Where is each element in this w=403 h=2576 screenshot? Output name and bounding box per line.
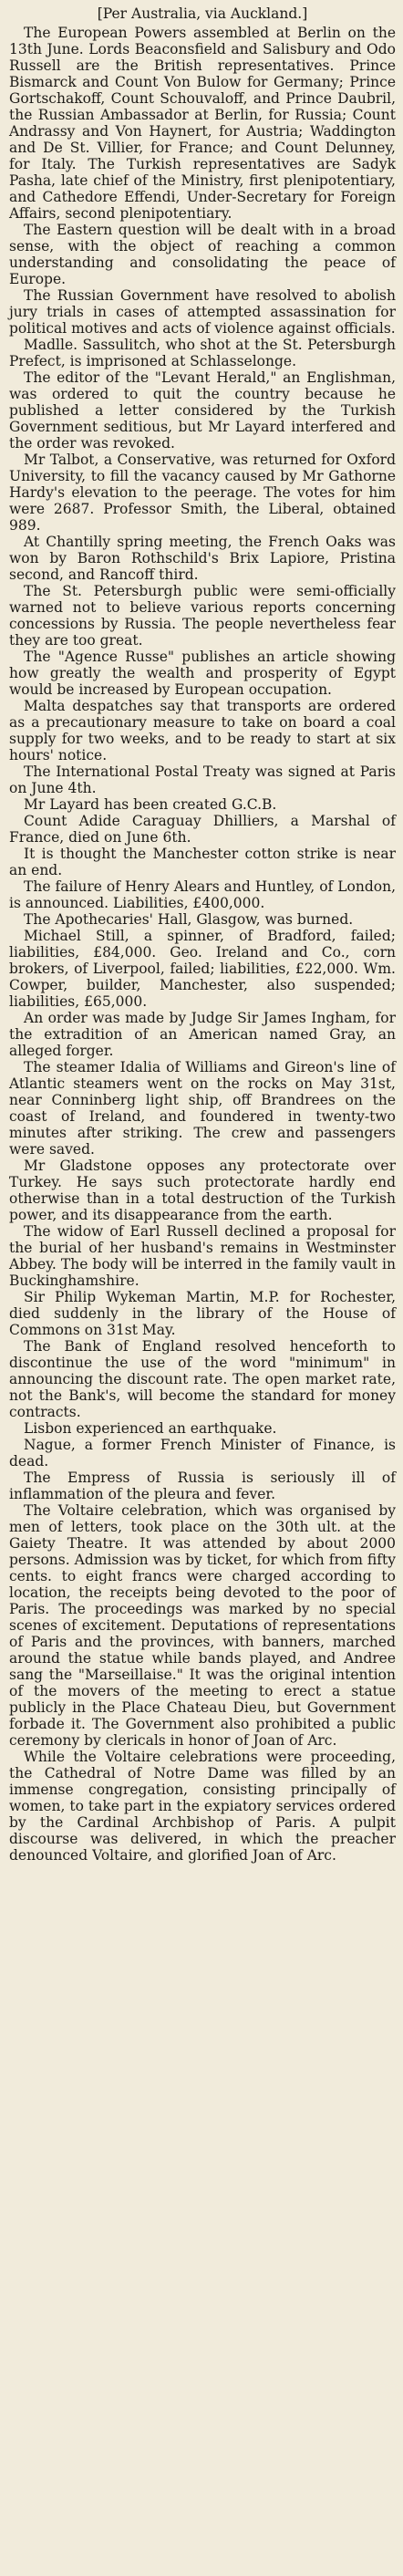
news-paragraph: Malta despatches say that transports are ordered as a precautionary measure to take on board a coal supply for two weeks, and to be ready to start at six hours' notice. — [9, 698, 396, 763]
news-paragraph: The widow of Earl Russell declined a proposal for the burial of her husband's remains in Westminster Abbey. The body will be interred in the family vault in Buckinghamshire. — [9, 1223, 396, 1289]
news-paragraph: The Voltaire celebration, which was organised by men of letters, took place on the 30th ult. at the Gaiety Theatre. It was attended by about 2000 persons. Admission was by ticket, for which from fifty cents. to eight francs were charged according to location, the receipts being devoted to the poor of Paris. The proceedings was marked by no special scenes of excitement. Deputations of representations of Paris and the provinces, with banners, marched around the statue while bands played, and Andree sang the "Marseillaise." It was the original intention of the movers of the meeting to erect a statue publicly in the Place Chateau Dieu, but Government forbade it. The Government also prohibited a public ceremony by clericals in honor of Joan of Arc. — [9, 1502, 396, 1749]
news-paragraph: Mr Layard has been created G.C.B. — [24, 796, 277, 813]
news-paragraph: The failure of Henry Alears and Huntley, of London, is announced. Liabilities, £400,000. — [9, 878, 396, 911]
news-paragraph: It is thought the Manchester cotton strike is near an end. — [9, 846, 396, 878]
news-paragraph: Madlle. Sassulitch, who shot at the St. Petersburgh Prefect, is imprisoned at Schlasselonge. — [9, 337, 396, 369]
news-paragraph: An order was made by Judge Sir James Ingham, for the extradition of an American named Gray, an alleged forger. — [9, 1010, 396, 1059]
news-paragraph: While the Voltaire celebrations were proceeding, the Cathedral of Notre Dame was filled by an immense congregation, consisting principally of women, to take part in the expiatory services ordered by the Cardinal Archbishop of Paris. A pulpit discourse was delivered, in which the preacher denounced Voltaire, and glorified Joan of Arc. — [9, 1749, 396, 1864]
paragraph-list — [9, 25, 396, 1864]
news-paragraph: Nague, a former French Minister of Finance, is dead. — [9, 1437, 396, 1470]
news-paragraph: The Apothecaries' Hall, Glasgow, was burned. — [24, 911, 354, 928]
news-paragraph: Mr Talbot, a Conservative, was returned for Oxford University, to fill the vacancy caused by Mr Gathorne Hardy's elevation to the peerage. The votes for him were 2687. Professor Smith, the Liberal, obtained 989. — [9, 452, 396, 534]
news-paragraph: The Bank of England resolved henceforth to discontinue the use of the word "minimum" in announcing the discount rate. The open market rate, not the Bank's, will become the standard for money contracts. — [9, 1338, 396, 1420]
news-paragraph: The Russian Government have resolved to abolish jury trials in cases of attempted assassination for political motives and acts of violence against officials. — [9, 287, 396, 337]
dateline: [Per Australia, via Auckland.] — [97, 5, 308, 22]
news-paragraph: Mr Gladstone opposes any protectorate over Turkey. He says such protectorate hardly end otherwise than in a total destruction of the Turkish power, and its disappearance from the earth. — [9, 1158, 396, 1223]
news-paragraph: Lisbon experienced an earthquake. — [24, 1420, 277, 1437]
news-paragraph: Michael Still, a spinner, of Bradford, failed; liabilities, £84,000. Geo. Ireland and Co., corn brokers, of Liverpool, failed; liabilities, £22,000. Wm. Cowper, builder, Manchester, also suspended; liabilities, £65,000. — [9, 928, 396, 1010]
news-paragraph: The Empress of Russia is seriously ill of inflammation of the pleura and fever. — [9, 1470, 396, 1502]
news-paragraph: At Chantilly spring meeting, the French Oaks was won by Baron Rothschild's Brix Lapiore, Pristina second, and Rancoff third. — [9, 534, 396, 583]
news-paragraph: The St. Petersburgh public were semi-officially warned not to believe various reports concerning concessions by Russia. The people nevertheless fear they are too great. — [9, 583, 396, 649]
news-paragraph: The European Powers assembled at Berlin on the 13th June. Lords Beaconsfield and Salisbury and Odo Russell are the British representatives. Prince Bismarck and Count Von Bulow for Germany; Prince Gortschakoff, Count Schouvaloff, and Prince Daubril, the Russian Ambassador at Berlin, for Russia; Count Andrassy and Von Haynert, for Austria; Waddington and De St. Villier, for France; and Count Delunney, for Italy. The Turkish representatives are Sadyk Pasha, late chief of the Ministry, first plenipotentiary, and Cathedore Effendi, Under-Secretary for Foreign Affairs, second plenipotentiary. — [9, 25, 396, 222]
news-paragraph: Sir Philip Wykeman Martin, M.P. for Rochester, died suddenly in the library of the House of Commons on 31st May. — [9, 1289, 396, 1338]
news-paragraph: The steamer Idalia of Williams and Gireon's line of Atlantic steamers went on the rocks on May 31st, near Conninberg light ship, off Brandrees on the coast of Ireland, and foundered in twenty-two minutes after striking. The crew and passengers were saved. — [9, 1059, 396, 1158]
news-paragraph: Count Adide Caraguay Dhilliers, a Marshal of France, died on June 6th. — [9, 813, 396, 846]
news-paragraph: The editor of the "Levant Herald," an Englishman, was ordered to quit the country because he published a letter considered by the Turkish Government seditious, but Mr Layard interfered and the order was revoked. — [9, 369, 396, 452]
news-paragraph: The International Postal Treaty was signed at Paris on June 4th. — [9, 763, 396, 796]
news-paragraph: The Eastern question will be dealt with in a broad sense, with the object of reaching a common understanding and consolidating the peace of Europe. — [9, 222, 396, 287]
news-paragraph: The "Agence Russe" publishes an article showing how greatly the wealth and prosperity of Egypt would be increased by European occupation. — [9, 649, 396, 698]
